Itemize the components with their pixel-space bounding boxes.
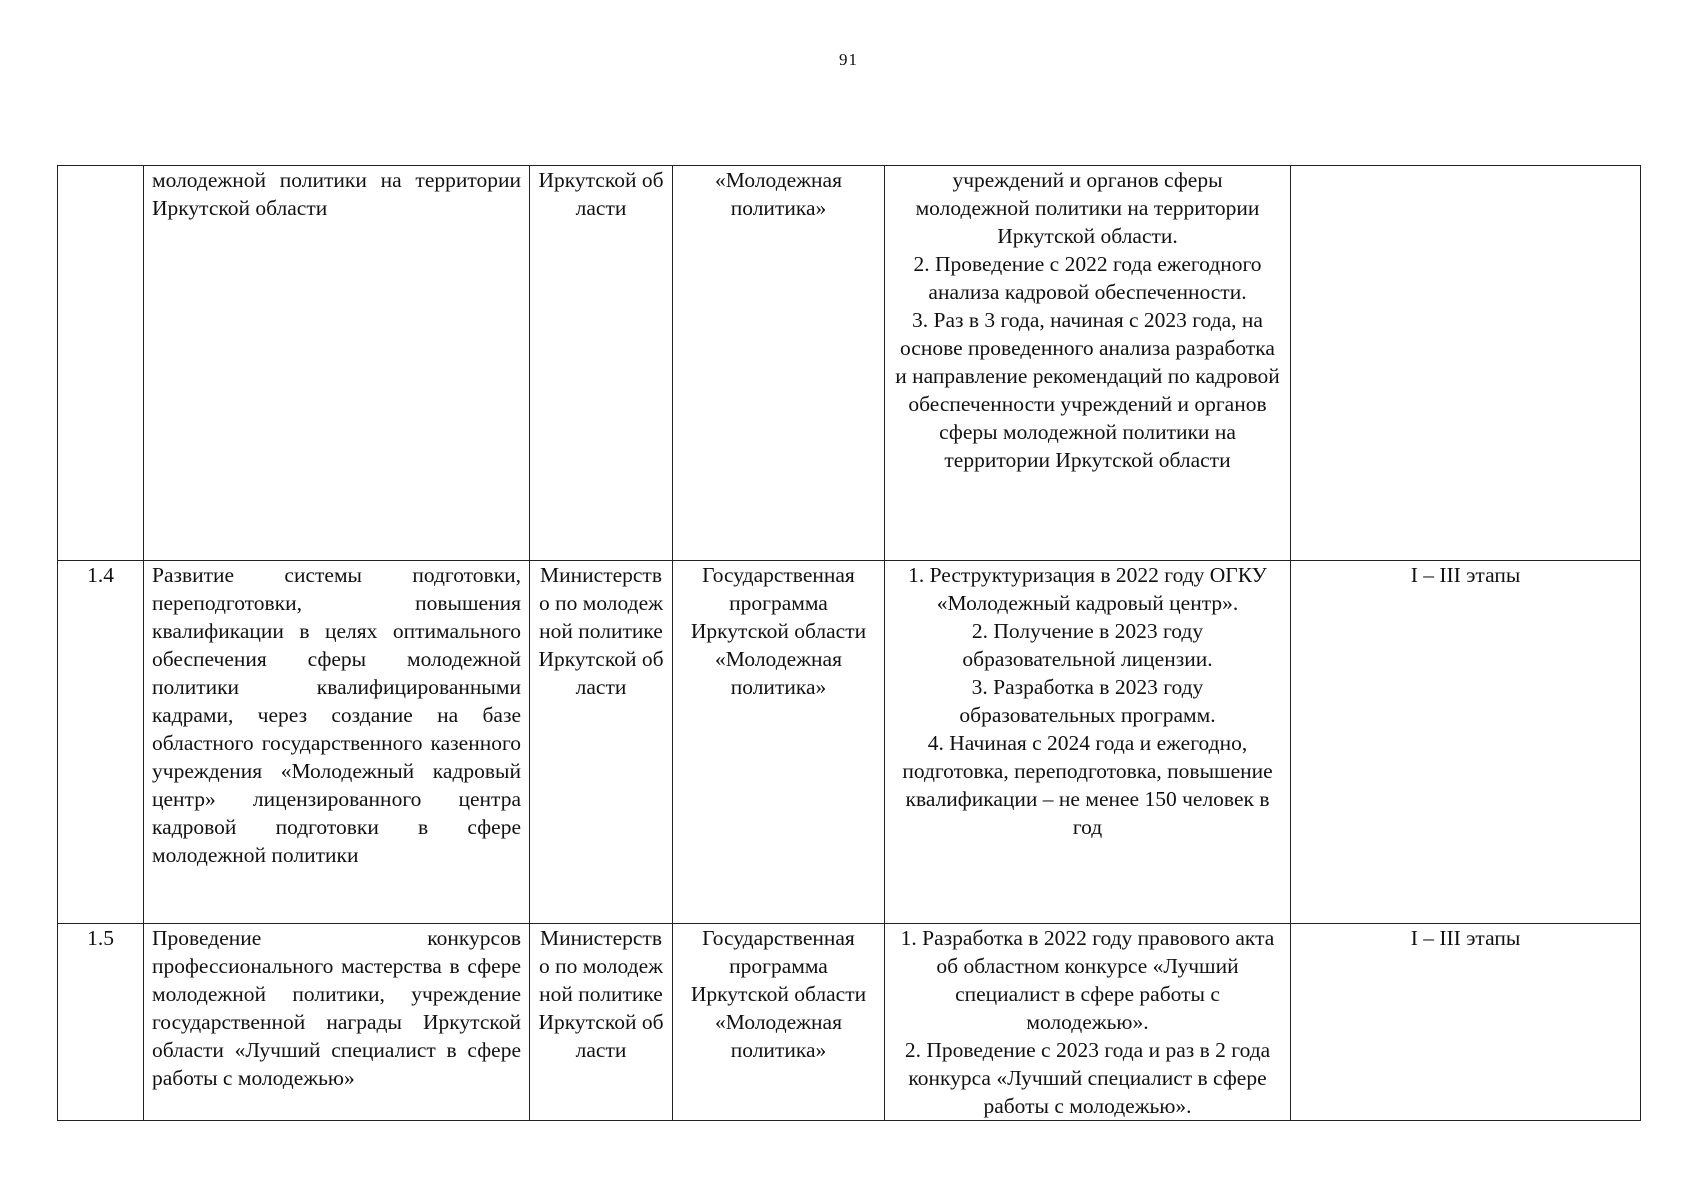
result-item: 2. Проведение с 2023 года и раз в 2 года конкурса «Лучший специалист в сфере работы с молодежью». — [904, 1038, 1271, 1118]
executor: Иркутской области — [530, 166, 673, 561]
row-number: 1.4 — [58, 561, 144, 924]
row-number: 1.5 — [58, 924, 144, 1121]
result-item: 4. Начиная с 2024 года и ежегодно, подготовка, переподготовка, повышение квалификации – не менее 150 человек в год — [902, 731, 1273, 839]
page-number: 91 — [839, 50, 858, 69]
result-item: 3. Раз в 3 года, начиная с 2023 года, на основе проведенного анализа разработка и направление рекомендаций по кадровой обеспеченности учреждений и органов сферы молодежной политики на территории Иркутской области — [895, 308, 1280, 472]
expected-results — [885, 561, 1291, 924]
stage — [1291, 166, 1641, 561]
row-number — [58, 166, 144, 561]
table-row — [58, 561, 1641, 924]
program: Государственная программа Иркутской области «Молодежная политика» — [673, 561, 885, 924]
result-item: учреждений и органов сферы молодежной политики на территории Иркутской области. — [915, 168, 1260, 248]
measure-description: Проведение конкурсов профессионального мастерства в сфере молодежной политики, учреждение государственной награды Иркутской области «Лучший специалист в сфере работы с молодежью» — [144, 924, 530, 1121]
result-item: 2. Проведение с 2022 года ежегодного анализа кадровой обеспеченности. — [913, 252, 1262, 304]
result-item: 3. Разработка в 2023 году образовательных программ. — [959, 675, 1216, 727]
measure-description: молодежной политики на территории Иркутской области — [144, 166, 530, 561]
executor: Министерство по молодежной политике Иркутской области — [530, 561, 673, 924]
expected-results — [885, 924, 1291, 1121]
program: Государственная программа Иркутской области «Молодежная политика» — [673, 924, 885, 1121]
result-item: 1. Реструктуризация в 2022 году ОГКУ «Молодежный кадровый центр». — [908, 563, 1267, 615]
stage: I – III этапы — [1291, 561, 1641, 924]
table-row — [58, 166, 1641, 561]
measures-table — [57, 165, 1641, 1121]
result-item: 1. Разработка в 2022 году правового акта об областном конкурсе «Лучший специалист в сфере работы с молодежью». — [900, 926, 1275, 1034]
program: «Молодежная политика» — [673, 166, 885, 561]
table-row — [58, 924, 1641, 1121]
executor: Министерство по молодежной политике Иркутской области — [530, 924, 673, 1121]
stage: I – III этапы — [1291, 924, 1641, 1121]
measure-description: Развитие системы подготовки, переподготовки, повышения квалификации в целях оптимального обеспечения сферы молодежной политики квалифицированными кадрами, через создание на базе областного государственного казенного учреждения «Молодежный кадровый центр» лицензированного центра кадровой подготовки в сфере молодежной политики — [144, 561, 530, 924]
expected-results — [885, 166, 1291, 561]
result-item: 2. Получение в 2023 году образовательной лицензии. — [962, 619, 1213, 671]
